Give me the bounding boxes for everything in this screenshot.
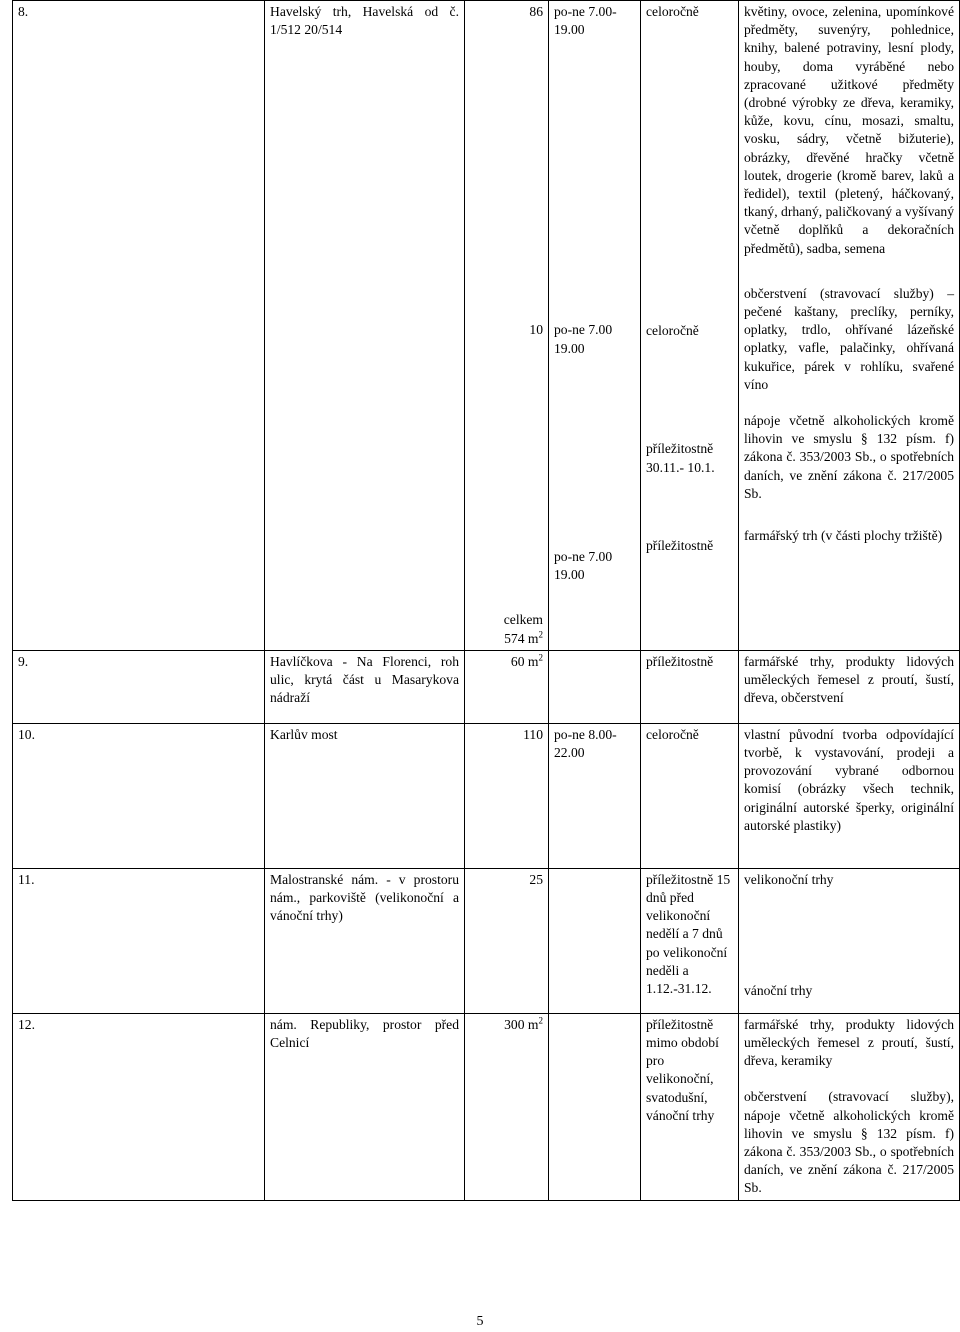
period-value: celoročně	[646, 4, 699, 19]
area-total-label: celkem	[503, 612, 543, 628]
row-number: 12.	[13, 1013, 265, 1200]
time-cell: po-ne 8.00-22.00	[549, 723, 641, 868]
table-row-8	[13, 1, 960, 651]
period-value: příležitostně	[646, 537, 714, 553]
time-cell	[549, 1013, 641, 1200]
period-value: příležitostně 30.11.- 10.1.	[646, 441, 715, 475]
time-cell	[549, 1, 641, 651]
goods-text: farmářské trhy, produkty lidových uměleckých řemesel z proutí, šustí, dřeva, keramiky	[744, 1016, 954, 1069]
time-value: po-ne 7.00 19.00	[554, 548, 613, 583]
area-cell	[465, 1, 549, 651]
period-cell	[641, 868, 739, 1013]
period-value: 1.12.-31.12.	[646, 981, 712, 997]
market-table	[12, 0, 960, 1201]
goods-text: farmářský trh (v části plochy tržiště)	[744, 528, 943, 544]
time-value: po-ne 7.00 19.00	[554, 322, 613, 356]
row-number: 10.	[13, 723, 265, 868]
goods-text: nápoje včetně alkoholických kromě lihovin ve smyslu § 132 písm. f) zákona č. 353/2003 Sb., o spotřebních daních, ve znění zákona č. 217/2005 Sb.	[744, 413, 954, 501]
area-value: 10	[529, 322, 543, 338]
place-cell: Havlíčkova - Na Florenci, roh ulic, krytá část u Masarykova nádraží	[265, 650, 465, 723]
goods-text: vánoční trhy	[744, 983, 813, 999]
time-cell	[549, 650, 641, 723]
page-number: 5	[476, 1314, 484, 1329]
table-row-11	[13, 868, 960, 1013]
goods-text: občerstvení (stravovací služby), nápoje včetně alkoholických kromě lihovin ve smyslu § 132 písm. f) zákona č. 353/2003 Sb., o spotřebních daních, ve znění zákona č. 217/2005 Sb.	[744, 1089, 954, 1196]
time-value: po-ne 7.00-19.00	[554, 4, 617, 38]
area-cell: 110	[465, 723, 549, 868]
place-cell: Malostranské nám. - v prostoru nám., parkoviště (velikonoční a vánoční trhy)	[265, 868, 465, 1013]
goods-text: květiny, ovoce, zelenina, upomínkové předměty, suvenýry, pohlednice, knihy, balené potraviny, lesní plody, houby, doma vyráběné nebo zpracované užitkové předměty (drobné výrobky ze dřeva, keramiky, kůže, kovu, cínu, mosazi, smaltu, vosku, sádry, včetně bižuterie), obrázky, dřevěné hračky včetně loutek, drogerie (kromě barev, laků a ředidel), textil (pletený, háčkovaný, tkaný, drhaný, paličkovaný a vyšívaný včetně doplňků a dekoračních předmětů), sadba, semena	[744, 4, 954, 256]
place-cell: Havelský trh, Havelská od č. 1/512 20/514	[265, 1, 465, 651]
area-total-value: 574 $m^2$	[504, 629, 543, 646]
period-cell: celoročně	[641, 723, 739, 868]
table-row-9	[13, 650, 960, 723]
period-cell	[641, 1, 739, 651]
period-cell: příležitostně mimo období pro velikonoční, svatodušní, vánoční trhy	[641, 1013, 739, 1200]
goods-cell	[739, 1, 960, 651]
goods-cell: farmářské trhy, produkty lidových uměleckých řemesel z proutí, šustí, dřeva, občerstvení	[739, 650, 960, 723]
period-value: celoročně	[646, 323, 699, 339]
goods-cell	[739, 1013, 960, 1200]
row-number: 11.	[13, 868, 265, 1013]
area-cell: 300 $m^2$	[465, 1013, 549, 1200]
area-cell: 25	[465, 868, 549, 1013]
table-row-10	[13, 723, 960, 868]
row-number: 8.	[13, 1, 265, 651]
area-value: 86	[529, 4, 543, 19]
area-cell: 60 $m^2$	[465, 650, 549, 723]
goods-text: velikonoční trhy	[744, 871, 834, 887]
table-row-12	[13, 1013, 960, 1200]
time-cell	[549, 868, 641, 1013]
place-cell: Karlův most	[265, 723, 465, 868]
goods-cell: vlastní původní tvorba odpovídající tvorbě, k vystavování, prodeji a provozování vybrané odbornou komisí (obrázky všech technik, originální autorské šperky, originální autorské plastiky)	[739, 723, 960, 868]
goods-text: občerstvení (stravovací služby) – pečené kaštany, preclíky, perníky, oplatky, trdlo, ohřívané lázeňské oplatky, vafle, palačinky, ohřívaná kukuřice, párek v rohlíku, svařené víno	[744, 285, 954, 392]
place-cell: nám. Republiky, prostor před Celnicí	[265, 1013, 465, 1200]
goods-cell	[739, 868, 960, 1013]
period-value: příležitostně 15 dnů před velikonoční nedělí a 7 dnů po velikonoční neděli a	[646, 871, 731, 978]
period-cell: příležitostně	[641, 650, 739, 723]
row-number: 9.	[13, 650, 265, 723]
